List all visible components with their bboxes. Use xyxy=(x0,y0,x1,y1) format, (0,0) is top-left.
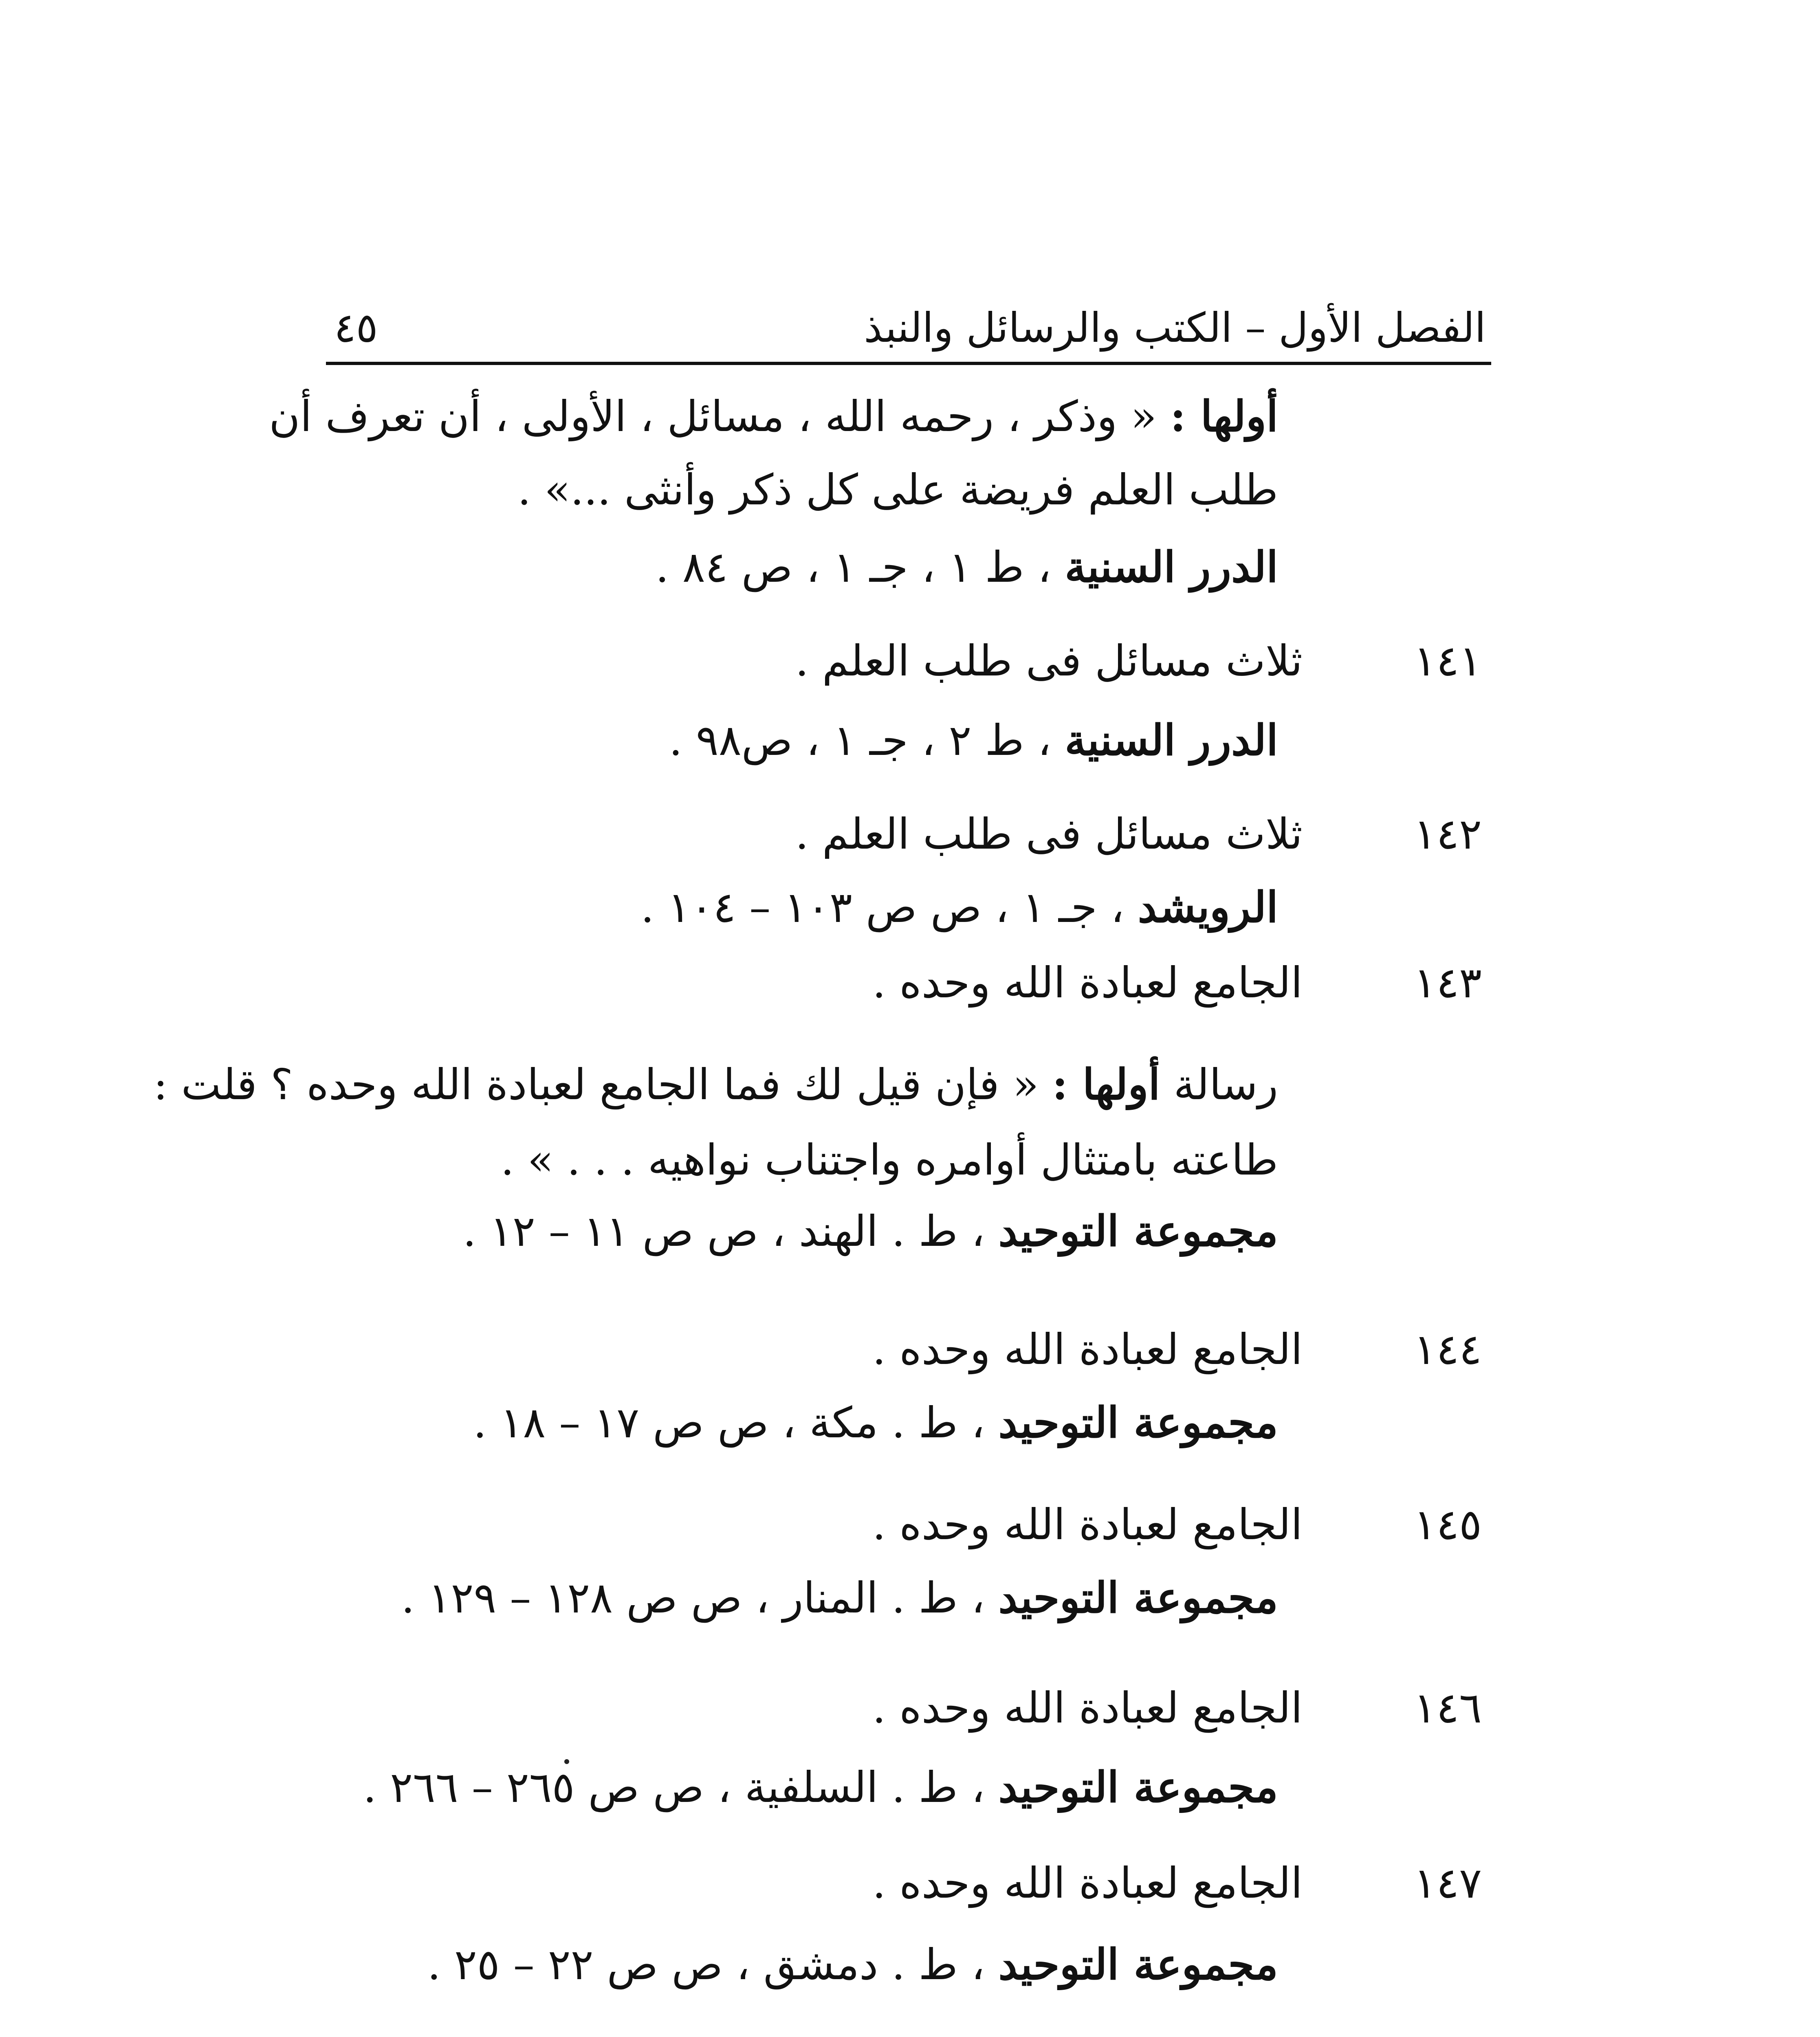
entry-title-146: الجامع لعبادة الله وحده . xyxy=(872,1683,1303,1733)
running-header-title: الفصل الأول – الكتب والرسائل والنبذ xyxy=(864,304,1486,352)
entry-source-146 xyxy=(363,1762,1278,1813)
entry-source-details-142: ، جـ ١ ، ص ص ١٠٣ – ١٠٤ . xyxy=(640,882,1125,932)
entry-number-145: ١٤٥ xyxy=(1413,1500,1482,1549)
entry-source-title-147: مجموعة التوحيد xyxy=(998,1939,1278,1989)
entry-number-141: ١٤١ xyxy=(1413,636,1482,686)
entry-note-line-2-143: طاعته بامتثال أوامره واجتناب نواهيه . . . » . xyxy=(500,1135,1278,1185)
entry-source-title-146: مجموعة التوحيد xyxy=(998,1762,1278,1812)
intro-source-details: ، ط ١ ، جـ ١ ، ص ٨٤ . xyxy=(655,542,1052,592)
page-number: ٤٥ xyxy=(334,304,378,352)
intro-quote-line-1 xyxy=(269,391,1278,442)
intro-source xyxy=(656,542,1278,593)
entry-number-146: ١٤٦ xyxy=(1413,1683,1482,1733)
intro-source-title: الدرر السنية xyxy=(1065,542,1278,592)
entry-title-141: ثلاث مسائل فى طلب العلم . xyxy=(795,636,1303,686)
entry-source-details-144: ، ط . مكة ، ص ص ١٧ – ١٨ . xyxy=(473,1398,985,1447)
entry-source-details-141: ، ط ٢ ، جـ ١ ، ص٩٨ . xyxy=(669,715,1052,765)
entry-source-142 xyxy=(640,882,1278,933)
entry-source-143 xyxy=(463,1206,1278,1257)
entry-number-143: ١٤٣ xyxy=(1413,958,1482,1008)
entry-source-title-143: مجموعة التوحيد xyxy=(998,1206,1278,1256)
entry-source-details-145: ، ط . المنار ، ص ص ١٢٨ – ١٢٩ . xyxy=(401,1573,985,1623)
intro-quote-line-2: طلب العلم فريضة على كل ذكر وأنثى ...» . xyxy=(517,465,1278,515)
entry-source-141 xyxy=(669,715,1278,766)
entry-source-title-145: مجموعة التوحيد xyxy=(998,1573,1278,1623)
intro-label: أولها : xyxy=(1170,391,1278,441)
entry-source-144 xyxy=(473,1397,1278,1448)
entry-note-prefix-143: رسالة xyxy=(1173,1060,1278,1109)
entry-note-text-143: « فإن قيل لك فما الجامع لعبادة الله وحده ؟ قلت : xyxy=(153,1060,1039,1109)
entry-title-147: الجامع لعبادة الله وحده . xyxy=(872,1858,1303,1908)
entry-note-line-1-143 xyxy=(154,1059,1278,1110)
entry-source-147 xyxy=(427,1939,1278,1990)
entry-source-title-141: الدرر السنية xyxy=(1065,715,1278,765)
entry-number-144: ١٤٤ xyxy=(1413,1324,1482,1374)
entry-number-147: ١٤٧ xyxy=(1413,1858,1482,1908)
entry-source-title-142: الرويشد xyxy=(1138,882,1278,932)
entry-source-details-146: ، ط . السلفية ، ص ص ٢٦٥ – ٢٦٦ . xyxy=(363,1762,985,1812)
entry-title-145: الجامع لعبادة الله وحده . xyxy=(872,1500,1303,1549)
entry-note-label-143: أولها : xyxy=(1052,1059,1160,1109)
intro-quote-text-1: « وذكر ، رحمه الله ، مسائل ، الأولى ، أن تعرف أن xyxy=(269,392,1157,441)
entry-source-145 xyxy=(401,1573,1278,1623)
header-rule xyxy=(326,362,1491,365)
entry-title-142: ثلاث مسائل فى طلب العلم . xyxy=(795,809,1303,859)
entry-source-details-143: ، ط . الهند ، ص ص ١١ – ١٢ . xyxy=(462,1206,985,1256)
entry-source-title-144: مجموعة التوحيد xyxy=(998,1397,1278,1447)
entry-source-details-147: ، ط . دمشق ، ص ص ٢٢ – ٢٥ . xyxy=(427,1940,985,1989)
entry-title-144: الجامع لعبادة الله وحده . xyxy=(872,1324,1303,1374)
entry-title-143: الجامع لعبادة الله وحده . xyxy=(872,958,1303,1008)
entry-number-142: ١٤٢ xyxy=(1413,809,1482,859)
